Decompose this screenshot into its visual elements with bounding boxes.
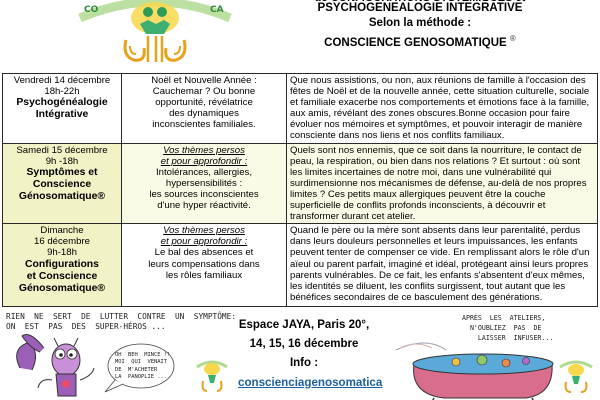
event-info-label: Info : [289,357,319,369]
event-info [238,316,383,392]
themes-cell [122,224,287,307]
description-cell: Que nous assistions, ou non, aux réunions de famille à l'occasion des fêtes de Noël et de la nouvelle année, cette situation culturelle, sociale et familiale exacerbe nos comportements et émotions face à la famille, aux amis, révélant des zones obscures.Bonne occasion pour faire évoluer nos mémoires et symptômes, et pouvoir interagir de manière consciente dans nos liens et nos conflits familiaux. [287,74,598,144]
conscience-genosomatique-logo-small [193,357,231,395]
table-row [3,143,598,224]
time-label: 18h-22h [44,86,80,98]
event-website-link[interactable]: conscienciagenosomatica [238,376,383,389]
day-cell [3,224,122,307]
header-line-1: PSYCHOGENEALOGIE INTEGRATIVE [317,2,523,14]
time-label: 9h -18h [45,155,79,167]
topic-title: et Conscience [26,270,98,282]
theme-line: les sources inconscientes [149,188,259,200]
description-cell: Quels sont nos ennemis, que ce soit dans la nourriture, le contact de peau, la respiration, ou bien dans nos relations ? Et surtout : où sont les limites incertaines de notre moi, dans une vulnérabilité qui surdimensionne nos mécanismes de défense, au-delà de nos propres limites ? Ces petits maux allergiques peuvent être la couche superficielle de conflits profonds inconscients, à découvrir et transformer durant cet atelier. [287,143,598,224]
day-label: 16 décembre [34,236,90,248]
svg-text:CO: CO [84,5,99,15]
bathtub-cartoon-illustration [386,320,576,400]
topic-title: Configurations [25,258,99,270]
theme-line: des dynamiques [169,108,239,120]
conscience-genosomatique-logo-small [556,357,596,397]
themes-cell [122,143,287,224]
theme-line: opportunité, révélatrice [155,97,253,109]
day-cell [3,143,122,224]
event-dates: 14, 15, 16 décembre [249,338,359,350]
svg-text:CA: CA [210,5,224,15]
table-row [3,74,598,144]
event-venue: Espace JAYA, Paris 20°, [238,319,370,331]
header-line-2: Selon la méthode : [368,17,472,29]
theme-line: Intolérances, allergies, [156,166,252,178]
method-name: CONSCIENCE GENOSOMATIQUE [324,36,507,49]
theme-line: Noël et Nouvelle Année : [151,75,257,86]
speech-bubble-text: OH BEH MINCE !! MOI QUI VENAIT DE M'ACHETER LA PANOPLIE ... [115,352,171,381]
theme-line: les rôles familiaux [165,269,243,281]
themes-heading: Vos thèmes persos [163,144,245,156]
theme-line: hypersensibilités : [165,177,243,189]
conscience-genosomatique-logo [60,0,250,70]
description-cell: Quand le père ou la mère sont absents dans leur parentalité, perdus dans leurs douleurs personnelles et leurs impuissances, les enfants peuvent tenter de compenser ce vide. En remplissant alors le rôle d'un aïeul ou parent parfait, imaginé et idéal, protégeant ainsi leurs propres parents vulnérables. De ce fait, les enfants s'absentent d'eux mêmes, les identités se diluent, les conflits surgissent, tout autant que les bénéfices secondaires de ce basculement des générations. [287,224,598,307]
themes-cell [122,74,287,144]
topic-title: Génosomatique® [18,282,106,294]
themes-heading: et pour approfondir : [160,236,248,248]
day-label: Samedi 15 décembre [16,144,108,156]
theme-line: Le bal des absences et [154,247,254,259]
header-line-3 [240,31,600,51]
caption-line: RIEN NE SERT DE LUTTER CONTRE UN SYMPTÔME: [6,312,237,321]
cartoon-right-caption: APRÈS LES ATELIERS, N'OUBLIEZ PAS DE LAISSER INFUSER... [462,314,554,342]
topic-title: Psychogénéalogie [16,97,108,109]
topic-title: Symptômes et [26,166,98,178]
theme-line: Cauchemar ? Ou bonne [152,86,256,98]
topic-title: Intégrative [35,109,89,121]
theme-line: leurs compensations dans [148,258,260,270]
time-label: 9h-18h [47,247,77,259]
themes-heading: Vos thèmes persos [163,225,245,237]
day-cell [3,74,122,144]
day-label: Vendredi 14 décembre [13,75,111,86]
caption-line: ON EST PAS DES SUPER-HÉROS ... [6,322,166,331]
theme-line: inconscientes familiales. [152,119,256,131]
header-title [240,0,600,51]
program-table [2,73,598,307]
themes-heading: et pour approfondir : [160,155,248,167]
table-row [3,224,598,307]
topic-title: Génosomatique® [18,190,106,202]
day-label: Dimanche [40,225,84,237]
topic-title: Conscience [32,178,92,190]
theme-line: d'une hyper réactivité. [157,200,251,212]
registered-mark: ® [509,34,516,43]
